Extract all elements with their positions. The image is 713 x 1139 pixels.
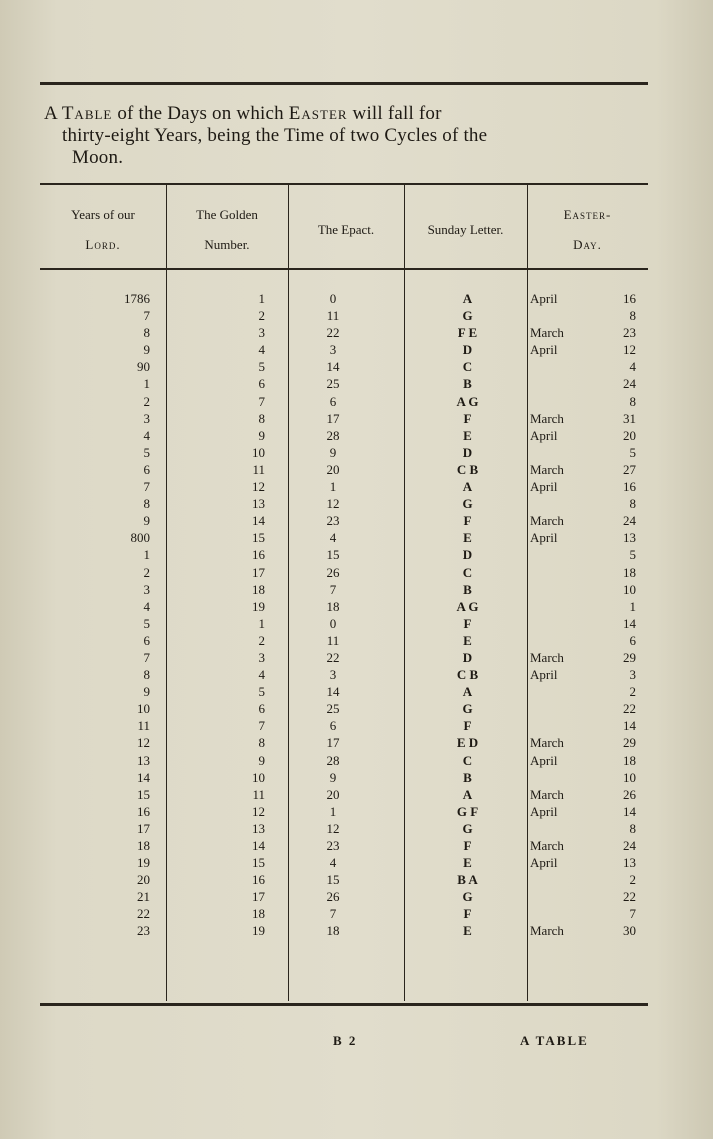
cell-golden: 16 xyxy=(252,872,265,888)
column-sunday-letter xyxy=(410,290,525,940)
cell-year: 6 xyxy=(143,461,150,477)
cell-day: 2 xyxy=(629,684,636,700)
cell-golden: 19 xyxy=(252,598,265,614)
cell-year: 11 xyxy=(137,718,150,734)
title-text: A xyxy=(44,103,62,124)
cell-epact: 6 xyxy=(329,718,337,734)
cell-epact: 1 xyxy=(329,803,337,819)
cell-epact: 3 xyxy=(329,667,337,683)
cell-day: 14 xyxy=(623,718,636,734)
title-line-1 xyxy=(44,103,648,125)
cell-golden: 5 xyxy=(258,684,265,700)
cell-letter: B xyxy=(463,376,472,392)
column-epact xyxy=(293,290,373,940)
cell-month: April xyxy=(530,803,558,819)
cell-golden: 18 xyxy=(252,906,265,922)
cell-golden: 16 xyxy=(252,547,265,563)
cell-golden: 8 xyxy=(258,735,265,751)
cell-letter: C B xyxy=(456,667,479,683)
cell-month: April xyxy=(530,855,558,871)
cell-epact: 12 xyxy=(326,820,340,836)
cell-month: March xyxy=(530,410,564,426)
cell-month: April xyxy=(530,291,558,306)
cell-letter: B xyxy=(463,581,472,597)
title-text: will fall for xyxy=(347,103,442,124)
cell-epact: 17 xyxy=(326,735,340,751)
cell-day: 13 xyxy=(623,855,636,871)
cell-golden: 5 xyxy=(258,359,265,375)
cell-month: April xyxy=(530,530,558,546)
cell-month: April xyxy=(530,667,558,683)
cell-day: 16 xyxy=(623,291,636,306)
cell-letter: G xyxy=(462,701,473,717)
cell-golden: 15 xyxy=(252,530,265,546)
cell-year: 9 xyxy=(143,342,150,358)
cell-golden: 14 xyxy=(252,838,265,853)
cell-day: 13 xyxy=(623,530,636,546)
cell-golden: 10 xyxy=(252,444,265,460)
cell-epact: 9 xyxy=(329,769,337,785)
cell-epact: 18 xyxy=(326,923,340,939)
cell-golden: 12 xyxy=(252,803,265,819)
cell-golden: 1 xyxy=(258,615,265,631)
cell-day: 7 xyxy=(629,906,636,922)
cell-letter: A xyxy=(462,291,473,306)
cell-golden: 13 xyxy=(252,820,265,836)
cell-year: 4 xyxy=(143,427,150,443)
cell-golden: 1 xyxy=(258,291,265,306)
cell-day: 18 xyxy=(623,564,636,580)
cell-letter: A xyxy=(462,479,473,495)
cell-letter: A G xyxy=(456,598,479,614)
catchword: A TABLE xyxy=(520,1033,589,1048)
cell-year: 1786 xyxy=(124,291,150,306)
cell-letter: E D xyxy=(456,735,479,751)
cell-epact: 12 xyxy=(326,496,340,512)
cell-year: 90 xyxy=(137,359,150,375)
cell-year: 8 xyxy=(143,496,150,512)
cell-letter: G xyxy=(462,889,473,905)
title-line-3: Moon. xyxy=(72,147,124,168)
cell-day: 14 xyxy=(623,615,636,631)
cell-epact: 7 xyxy=(329,581,337,597)
title-smallcaps: Easter xyxy=(288,103,348,124)
cell-day: 16 xyxy=(623,479,636,495)
cell-letter: G xyxy=(462,308,473,324)
cell-golden: 3 xyxy=(258,325,265,341)
cell-year: 1 xyxy=(143,376,150,392)
cell-golden: 19 xyxy=(252,923,265,939)
cell-day: 10 xyxy=(623,769,636,785)
title-line-2: thirty-eight Years, being the Time of two Cycles of the xyxy=(62,125,488,146)
cell-day: 8 xyxy=(629,393,636,409)
cell-day: 3 xyxy=(629,667,636,683)
cell-month: March xyxy=(530,923,564,939)
cell-year: 1 xyxy=(143,547,150,563)
cell-day: 8 xyxy=(629,820,636,836)
cell-letter: G xyxy=(462,496,473,512)
cell-day: 22 xyxy=(623,701,636,717)
cell-epact: 18 xyxy=(326,598,340,614)
cell-year: 12 xyxy=(137,735,150,751)
cell-day: 29 xyxy=(623,649,636,665)
cell-golden: 9 xyxy=(258,752,265,768)
cell-year: 20 xyxy=(137,872,150,888)
cell-letter: F xyxy=(463,718,472,734)
cell-letter: E xyxy=(463,632,472,648)
cell-letter: F E xyxy=(457,325,478,341)
cell-year: 800 xyxy=(130,530,150,546)
cell-letter: B A xyxy=(457,872,478,888)
cell-golden: 7 xyxy=(258,393,265,409)
cell-epact: 25 xyxy=(326,376,340,392)
cell-golden: 8 xyxy=(258,410,265,426)
cell-letter: D xyxy=(462,547,473,563)
title-smallcaps: Table xyxy=(61,103,113,124)
column-divider xyxy=(527,183,528,1001)
cell-epact: 20 xyxy=(326,786,340,802)
cell-month: March xyxy=(530,649,564,665)
cell-letter: G F xyxy=(456,803,479,819)
cell-golden: 11 xyxy=(252,786,265,802)
cell-epact: 22 xyxy=(326,649,340,665)
cell-golden: 12 xyxy=(252,479,265,495)
cell-epact: 26 xyxy=(326,564,340,580)
cell-day: 31 xyxy=(623,410,636,426)
cell-golden: 14 xyxy=(252,513,265,529)
cell-year: 3 xyxy=(143,410,150,426)
cell-epact: 1 xyxy=(329,479,337,495)
cell-year: 7 xyxy=(143,649,150,665)
cell-epact: 23 xyxy=(326,513,340,529)
cell-year: 8 xyxy=(143,667,150,683)
cell-day: 27 xyxy=(623,461,636,477)
header-easter-line2: Day. xyxy=(573,237,602,252)
cell-golden: 11 xyxy=(252,461,265,477)
cell-epact: 6 xyxy=(329,393,337,409)
cell-day: 8 xyxy=(629,496,636,512)
cell-year: 5 xyxy=(143,615,150,631)
cell-epact: 22 xyxy=(326,325,340,341)
cell-day: 4 xyxy=(629,359,636,375)
cell-letter: E xyxy=(463,923,472,939)
cell-epact: 4 xyxy=(329,530,337,546)
cell-day: 24 xyxy=(623,376,636,392)
cell-epact: 4 xyxy=(329,855,337,871)
column-years xyxy=(50,290,150,940)
cell-letter: D xyxy=(462,649,473,665)
table-title xyxy=(44,103,648,169)
cell-letter: G xyxy=(462,820,473,836)
column-divider xyxy=(166,183,167,1001)
cell-year: 15 xyxy=(137,786,150,802)
cell-letter: B xyxy=(463,769,472,785)
cell-epact: 11 xyxy=(326,308,340,324)
cell-month: April xyxy=(530,752,558,768)
cell-epact: 15 xyxy=(326,547,340,563)
cell-day: 24 xyxy=(623,838,636,853)
cell-month: March xyxy=(530,735,564,751)
header-letter-label: Sunday Letter. xyxy=(427,222,504,237)
cell-epact: 28 xyxy=(326,427,340,443)
cell-golden: 4 xyxy=(258,667,265,683)
cell-day: 5 xyxy=(629,547,636,563)
cell-letter: C B xyxy=(456,461,479,477)
cell-letter: A G xyxy=(456,393,479,409)
header-golden xyxy=(166,200,288,260)
cell-day: 10 xyxy=(623,581,636,597)
cell-letter: E xyxy=(463,530,472,546)
title-text: of the Days on which xyxy=(112,103,289,124)
cell-golden: 2 xyxy=(258,632,265,648)
cell-day: 26 xyxy=(623,786,636,802)
cell-day: 1 xyxy=(629,598,636,614)
cell-letter: F xyxy=(463,838,472,853)
cell-golden: 17 xyxy=(252,564,265,580)
cell-epact: 23 xyxy=(326,838,340,853)
cell-epact: 3 xyxy=(329,342,337,358)
cell-year: 14 xyxy=(137,769,150,785)
header-golden-line1: The Golden xyxy=(196,207,258,222)
cell-year: 9 xyxy=(143,513,150,529)
cell-epact: 7 xyxy=(329,906,337,922)
cell-day: 6 xyxy=(629,632,636,648)
cell-year: 10 xyxy=(137,701,150,717)
cell-year: 7 xyxy=(143,479,150,495)
cell-year: 3 xyxy=(143,581,150,597)
cell-epact: 14 xyxy=(326,359,340,375)
cell-year: 6 xyxy=(143,632,150,648)
cell-year: 5 xyxy=(143,444,150,460)
cell-epact: 14 xyxy=(326,684,340,700)
cell-letter: D xyxy=(462,342,473,358)
cell-epact: 9 xyxy=(329,444,337,460)
cell-year: 2 xyxy=(143,564,150,580)
cell-letter: A xyxy=(462,684,473,700)
cell-day: 18 xyxy=(623,752,636,768)
cell-letter: C xyxy=(462,752,473,768)
cell-year: 4 xyxy=(143,598,150,614)
column-divider xyxy=(288,183,289,1001)
cell-year: 16 xyxy=(137,803,150,819)
signature-mark: B 2 xyxy=(333,1033,358,1048)
cell-epact: 28 xyxy=(326,752,340,768)
cell-epact: 0 xyxy=(329,615,337,631)
cell-day: 8 xyxy=(629,308,636,324)
cell-month: March xyxy=(530,786,564,802)
cell-day: 20 xyxy=(623,427,636,443)
cell-day: 2 xyxy=(629,872,636,888)
cell-golden: 10 xyxy=(252,769,265,785)
cell-year: 8 xyxy=(143,325,150,341)
header-easter xyxy=(527,200,648,260)
cell-day: 22 xyxy=(623,889,636,905)
cell-epact: 15 xyxy=(326,872,340,888)
cell-golden: 13 xyxy=(252,496,265,512)
cell-golden: 6 xyxy=(258,376,265,392)
cell-epact: 17 xyxy=(326,410,340,426)
cell-golden: 4 xyxy=(258,342,265,358)
cell-epact: 25 xyxy=(326,701,340,717)
cell-golden: 18 xyxy=(252,581,265,597)
cell-letter: F xyxy=(463,906,472,922)
cell-year: 18 xyxy=(137,838,150,853)
header-top-rule xyxy=(40,183,648,185)
cell-day: 29 xyxy=(623,735,636,751)
cell-epact: 0 xyxy=(329,291,337,306)
cell-day: 5 xyxy=(629,444,636,460)
cell-year: 19 xyxy=(137,855,150,871)
cell-letter: C xyxy=(462,564,473,580)
cell-month: April xyxy=(530,479,558,495)
cell-golden: 9 xyxy=(258,427,265,443)
cell-letter: F xyxy=(463,615,472,631)
cell-golden: 6 xyxy=(258,701,265,717)
cell-golden: 17 xyxy=(252,889,265,905)
cell-month: March xyxy=(530,513,564,529)
header-years-line1: Years of our xyxy=(71,207,135,222)
cell-day: 30 xyxy=(623,923,636,939)
cell-golden: 3 xyxy=(258,649,265,665)
cell-epact: 20 xyxy=(326,461,340,477)
header-easter-line1: Easter- xyxy=(563,207,612,222)
cell-year: 13 xyxy=(137,752,150,768)
cell-day: 14 xyxy=(623,803,636,819)
cell-epact: 26 xyxy=(326,889,340,905)
column-golden-number xyxy=(170,290,265,940)
cell-letter: F xyxy=(463,513,472,529)
cell-letter: E xyxy=(463,855,472,871)
cell-day: 24 xyxy=(623,513,636,529)
cell-golden: 2 xyxy=(258,308,265,324)
column-easter-day xyxy=(590,290,636,940)
header-bottom-rule xyxy=(40,268,648,270)
cell-month: March xyxy=(530,838,564,853)
cell-year: 17 xyxy=(137,820,150,836)
header-golden-line2: Number. xyxy=(204,237,250,252)
cell-year: 2 xyxy=(143,393,150,409)
cell-golden: 7 xyxy=(258,718,265,734)
cell-letter: E xyxy=(463,427,472,443)
cell-golden: 15 xyxy=(252,855,265,871)
header-epact xyxy=(288,215,404,245)
cell-letter: A xyxy=(462,786,473,802)
cell-month: April xyxy=(530,342,558,358)
cell-epact: 11 xyxy=(326,632,340,648)
cell-year: 21 xyxy=(137,889,150,905)
header-letter xyxy=(404,215,527,245)
cell-day: 23 xyxy=(623,325,636,341)
header-years xyxy=(40,200,166,260)
cell-year: 9 xyxy=(143,684,150,700)
column-divider xyxy=(404,183,405,1001)
header-years-line2: Lord. xyxy=(85,237,121,252)
header-epact-label: The Epact. xyxy=(317,222,375,237)
cell-day: 12 xyxy=(623,342,636,358)
cell-letter: F xyxy=(463,410,472,426)
cell-year: 22 xyxy=(137,906,150,922)
cell-year: 23 xyxy=(137,923,150,939)
cell-letter: C xyxy=(462,359,473,375)
cell-month: April xyxy=(530,427,558,443)
cell-letter: D xyxy=(462,444,473,460)
cell-month: March xyxy=(530,461,564,477)
cell-year: 7 xyxy=(143,308,150,324)
cell-month: March xyxy=(530,325,564,341)
